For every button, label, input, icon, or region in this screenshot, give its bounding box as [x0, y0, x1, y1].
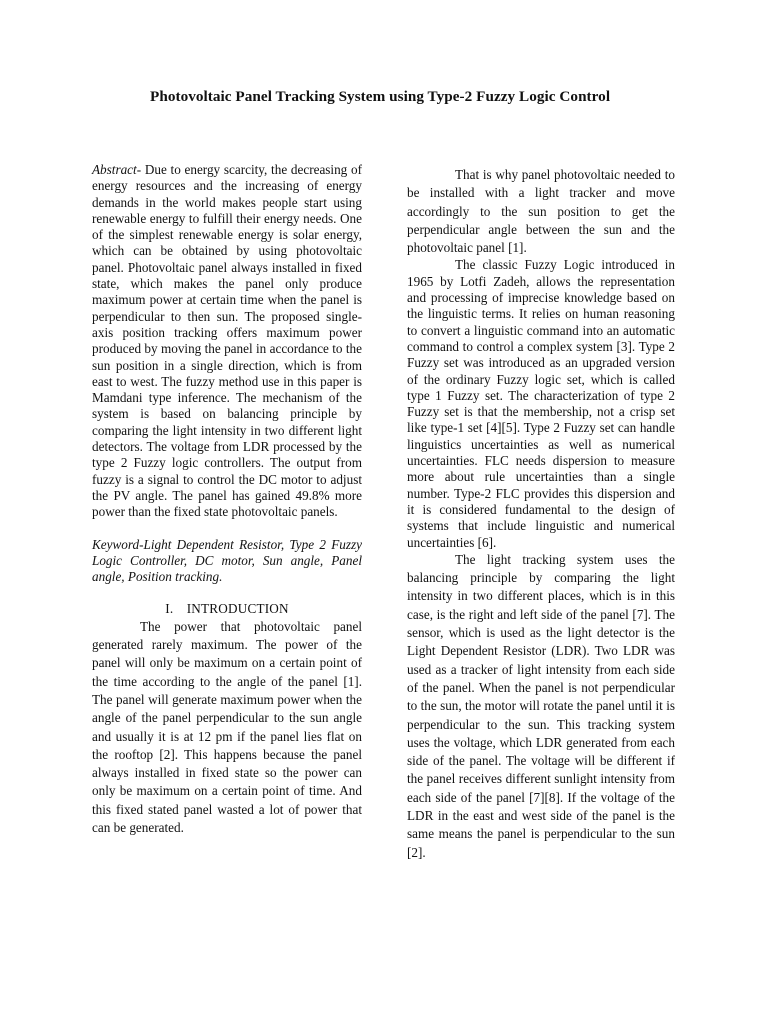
introduction-paragraph: The power that photovoltaic panel generated rarely maximum. The power of the panel will only be maximum on a certain point of the time according to the angle of the panel [1]. The panel will generate maximum power when the angle of the panel perpendicular to the sun angle and usually it is at 12 pm if the panel lies flat on the rooftop [2]. This happens because the panel always installed in fixed state so the power can only be maximum on a certain point of time. And this fixed stated panel wasted a lot of power that can be generated.	[92, 618, 362, 835]
paragraph-fuzzy-logic: The classic Fuzzy Logic introduced in 1965 by Lotfi Zadeh, allows the representation and processing of imprecise knowledge based on the linguistic terms. It relies on human reasoning to convert a linguistic command into an automatic command to control a complex system [3]. Type 2 Fuzzy set was introduced as an upgraded version of the ordinary Fuzzy logic set, which is called type 1 Fuzzy set. The characterization of type 2 Fuzzy set is that the membership, not a crisp set like type-1 set [4][5]. Type 2 Fuzzy set can handle linguistics uncertainties as well as numerical uncertainties. FLC needs dispersion to measure more about rule uncertainties than a single number. Type-2 FLC provides this dispersion and it is considered fundamental to the design of systems that include linguistic and numerical uncertainties [6].	[407, 257, 675, 550]
left-column	[92, 162, 362, 837]
section-heading-introduction: I. INTRODUCTION	[165, 601, 289, 617]
keywords-label: Keyword-	[92, 536, 144, 552]
abstract	[92, 162, 362, 521]
right-column	[407, 166, 675, 862]
paper-title: Photovoltaic Panel Tracking System using Type-2 Fuzzy Logic Control	[150, 88, 611, 105]
paragraph-light-tracker: That is why panel photovoltaic needed to be installed with a light tracker and move accordingly to the sun position to get the perpendicular angle between the sun and the photovoltaic panel [1].	[407, 167, 675, 256]
abstract-text: Due to energy scarcity, the decreasing of energy resources and the increasing of energy demands in the world makes people start using renewable energy to fulfill their energy needs. One of the simplest renewable energy is solar energy, which can be obtained by using photovoltaic panel. Photovoltaic panel always installed in fixed state, which makes the panel only produce maximum power at certain time when the panel is perpendicular to then sun. The proposed single-axis position tracking offers maximum power produced by moving the panel in accordance to the sun position in a single direction, which is from east to west. The fuzzy method use in this paper is Mamdani type inference. The mechanism of the system is based on balancing principle by comparing the light intensity in two different light detectors. The voltage from LDR processed by the type 2 Fuzzy logic controllers. The output from fuzzy is a signal to control the DC motor to adjust the PV angle. The panel has gained 49.8% more power than the fixed state photovoltaic panels.	[92, 162, 362, 520]
keywords-text: Light Dependent Resistor, Type 2 Fuzzy Logic Controller, DC motor, Sun angle, Panel angle, Position tracking.	[92, 536, 362, 585]
paragraph-tracking-system: The light tracking system uses the balancing principle by comparing the light intensity in two different places, which is in this case, is the right and left side of the panel [7]. The sensor, which is used as the light detector is the Light Dependent Resistor (LDR). Two LDR was used as a tracker of light intensity from each side of the panel. When the panel is not perpendicular to the sun, the motor will rotate the panel until it is perpendicular to the sun. This tracking system uses the voltage, which LDR generated from each side of the panel. The voltage will be different if the panel receives different sunlight intensity from each side of the panel [7][8]. If the voltage of the LDR in the east and west side of the panel is the same means the panel is perpendicular to the sun [2].	[407, 551, 675, 860]
abstract-label: Abstract-	[92, 162, 142, 177]
keywords	[92, 537, 362, 586]
